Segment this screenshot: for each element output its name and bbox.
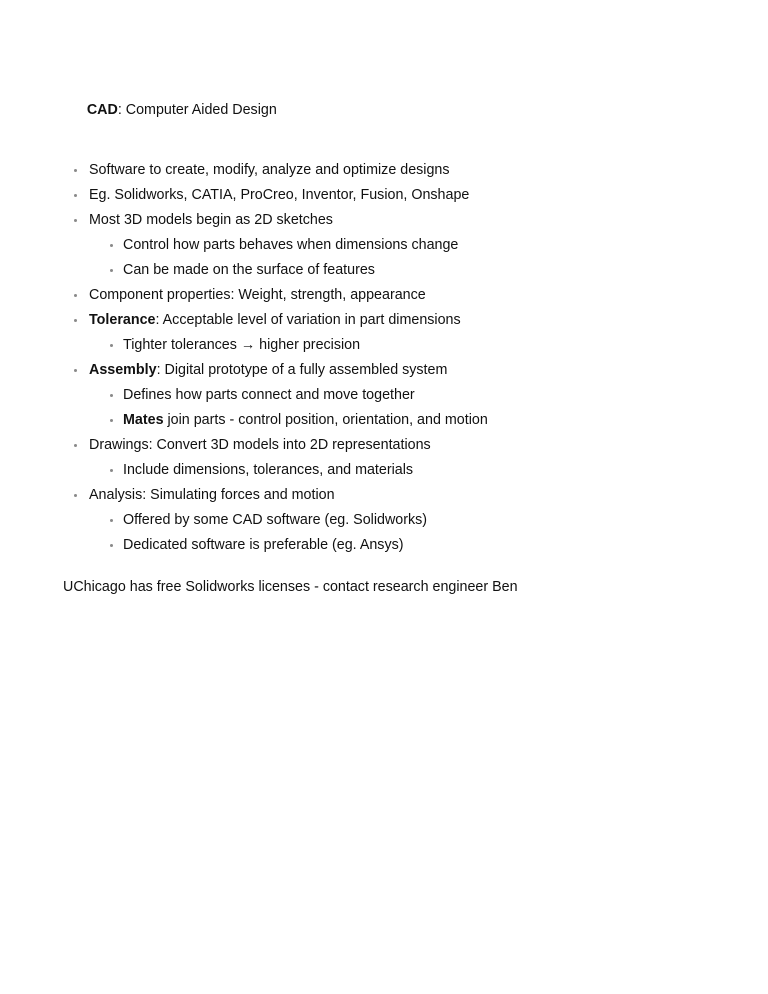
cad-notes-bullet-list (63, 158, 713, 558)
bullet-item (63, 208, 713, 233)
bullet-text: Defines how parts connect and move together (123, 387, 415, 403)
bullet-item (63, 383, 713, 408)
bullet-dot-icon (110, 269, 113, 272)
bullet-text: Include dimensions, tolerances, and materials (123, 462, 414, 478)
bullet-item (63, 458, 713, 483)
bullet-dot-icon (110, 469, 113, 472)
bullet-dot-icon (74, 294, 77, 297)
bullet-text: Offered by some CAD software (eg. Solidworks) (123, 512, 428, 528)
bullet-text: : Acceptable level of variation in part dimensions (155, 312, 461, 328)
document-heading (63, 80, 713, 140)
bullet-item (63, 283, 713, 308)
document-body (63, 80, 713, 597)
bullet-dot-icon (74, 194, 77, 197)
bullet-item (63, 433, 713, 458)
bullet-bold-term: Tolerance (89, 312, 156, 328)
bullet-item (63, 483, 713, 508)
bullet-item (63, 158, 713, 183)
bullet-text: Software to create, modify, analyze and optimize designs (89, 162, 450, 178)
bullet-item (63, 333, 713, 358)
bullet-item (63, 183, 713, 208)
bullet-item (63, 408, 713, 433)
bullet-dot-icon (110, 519, 113, 522)
bullet-item (63, 358, 713, 383)
bullet-dot-icon (110, 244, 113, 247)
bullet-bold-term: Mates (123, 412, 164, 428)
closing-paragraph: UChicago has free Solidworks licenses - contact research engineer Ben (63, 579, 518, 595)
bullet-text: Drawings: Convert 3D models into 2D representations (89, 437, 431, 453)
bullet-text: Analysis: Simulating forces and motion (89, 487, 335, 503)
bullet-text: Tighter tolerances → higher precision (123, 337, 361, 353)
bullet-item (63, 533, 713, 558)
bullet-dot-icon (110, 544, 113, 547)
bullet-item (63, 308, 713, 333)
bullet-dot-icon (74, 219, 77, 222)
bullet-dot-icon (74, 494, 77, 497)
bullet-item (63, 258, 713, 283)
bullet-dot-icon (74, 444, 77, 447)
bullet-text: Can be made on the surface of features (123, 262, 375, 278)
bullet-dot-icon (74, 319, 77, 322)
bullet-text: Component properties: Weight, strength, appearance (89, 287, 426, 303)
bullet-dot-icon (74, 369, 77, 372)
heading-rest: : Computer Aided Design (117, 102, 277, 118)
bullet-text: Dedicated software is preferable (eg. Ansys) (123, 537, 404, 553)
heading-bold-term: CAD (86, 102, 118, 118)
bullet-dot-icon (110, 419, 113, 422)
bullet-bold-term: Assembly (89, 362, 157, 378)
bullet-dot-icon (74, 169, 77, 172)
bullet-text: join parts - control position, orientation, and motion (163, 412, 488, 428)
bullet-dot-icon (110, 394, 113, 397)
bullet-text: Control how parts behaves when dimensions change (123, 237, 459, 253)
bullet-text: Most 3D models begin as 2D sketches (89, 212, 333, 228)
bullet-item (63, 233, 713, 258)
bullet-text: Eg. Solidworks, CATIA, ProCreo, Inventor, Fusion, Onshape (89, 187, 470, 203)
bullet-dot-icon (110, 344, 113, 347)
bullet-text: : Digital prototype of a fully assembled system (156, 362, 448, 378)
bullet-item (63, 508, 713, 533)
